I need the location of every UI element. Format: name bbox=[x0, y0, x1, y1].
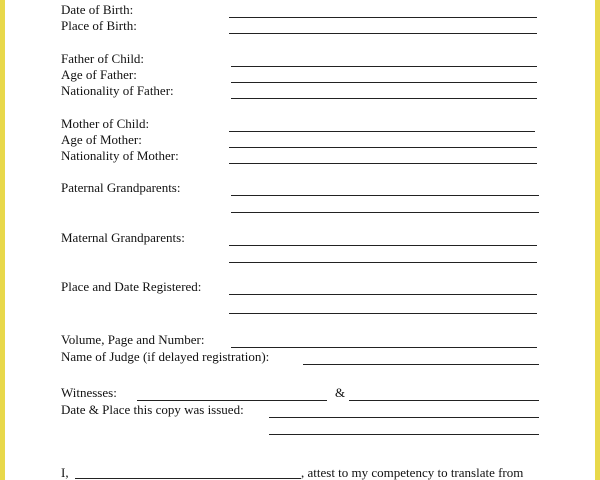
paternal-grandparents-field-2[interactable] bbox=[231, 212, 539, 213]
maternal-grandparents-field-2[interactable] bbox=[229, 262, 537, 263]
age-of-father-label: Age of Father: bbox=[61, 67, 137, 82]
attest-statement: , attest to my competency to translate from bbox=[301, 465, 524, 480]
maternal-grandparents-label: Maternal Grandparents: bbox=[61, 230, 185, 245]
name-of-judge-field[interactable] bbox=[303, 364, 539, 365]
attest-prefix: I, bbox=[61, 465, 69, 480]
date-place-issued-field-2[interactable] bbox=[269, 434, 539, 435]
witness-2-field[interactable] bbox=[349, 400, 539, 401]
certificate-form-page bbox=[5, 0, 595, 480]
father-of-child-label: Father of Child: bbox=[61, 51, 145, 66]
nationality-of-mother-label: Nationality of Mother: bbox=[61, 148, 179, 163]
age-of-mother-field[interactable] bbox=[229, 147, 537, 148]
name-of-judge-label: Name of Judge (if delayed registration): bbox=[61, 349, 270, 364]
place-date-registered-field-2[interactable] bbox=[229, 313, 537, 314]
father-of-child-field[interactable] bbox=[231, 66, 537, 67]
date-of-birth-field[interactable] bbox=[229, 17, 537, 18]
place-date-registered-field-1[interactable] bbox=[229, 294, 537, 295]
date-place-issued-label: Date & Place this copy was issued: bbox=[61, 402, 244, 417]
place-of-birth-field[interactable] bbox=[229, 33, 537, 34]
age-of-father-field[interactable] bbox=[231, 82, 537, 83]
ampersand-separator: & bbox=[335, 385, 346, 400]
date-of-birth-label: Date of Birth: bbox=[61, 2, 134, 17]
mother-of-child-field[interactable] bbox=[229, 131, 535, 132]
paternal-grandparents-field-1[interactable] bbox=[231, 195, 539, 196]
nationality-of-father-field[interactable] bbox=[231, 98, 537, 99]
date-place-issued-field-1[interactable] bbox=[269, 417, 539, 418]
volume-page-number-label: Volume, Page and Number: bbox=[61, 332, 205, 347]
paternal-grandparents-label: Paternal Grandparents: bbox=[61, 180, 181, 195]
nationality-of-father-label: Nationality of Father: bbox=[61, 83, 174, 98]
age-of-mother-label: Age of Mother: bbox=[61, 132, 142, 147]
place-date-registered-label: Place and Date Registered: bbox=[61, 279, 202, 294]
witnesses-label: Witnesses: bbox=[61, 385, 117, 400]
maternal-grandparents-field-1[interactable] bbox=[229, 245, 537, 246]
volume-page-number-field[interactable] bbox=[231, 347, 537, 348]
translator-name-field[interactable] bbox=[75, 478, 301, 479]
witness-1-field[interactable] bbox=[137, 400, 327, 401]
place-of-birth-label: Place of Birth: bbox=[61, 18, 137, 33]
mother-of-child-label: Mother of Child: bbox=[61, 116, 150, 131]
nationality-of-mother-field[interactable] bbox=[229, 163, 537, 164]
